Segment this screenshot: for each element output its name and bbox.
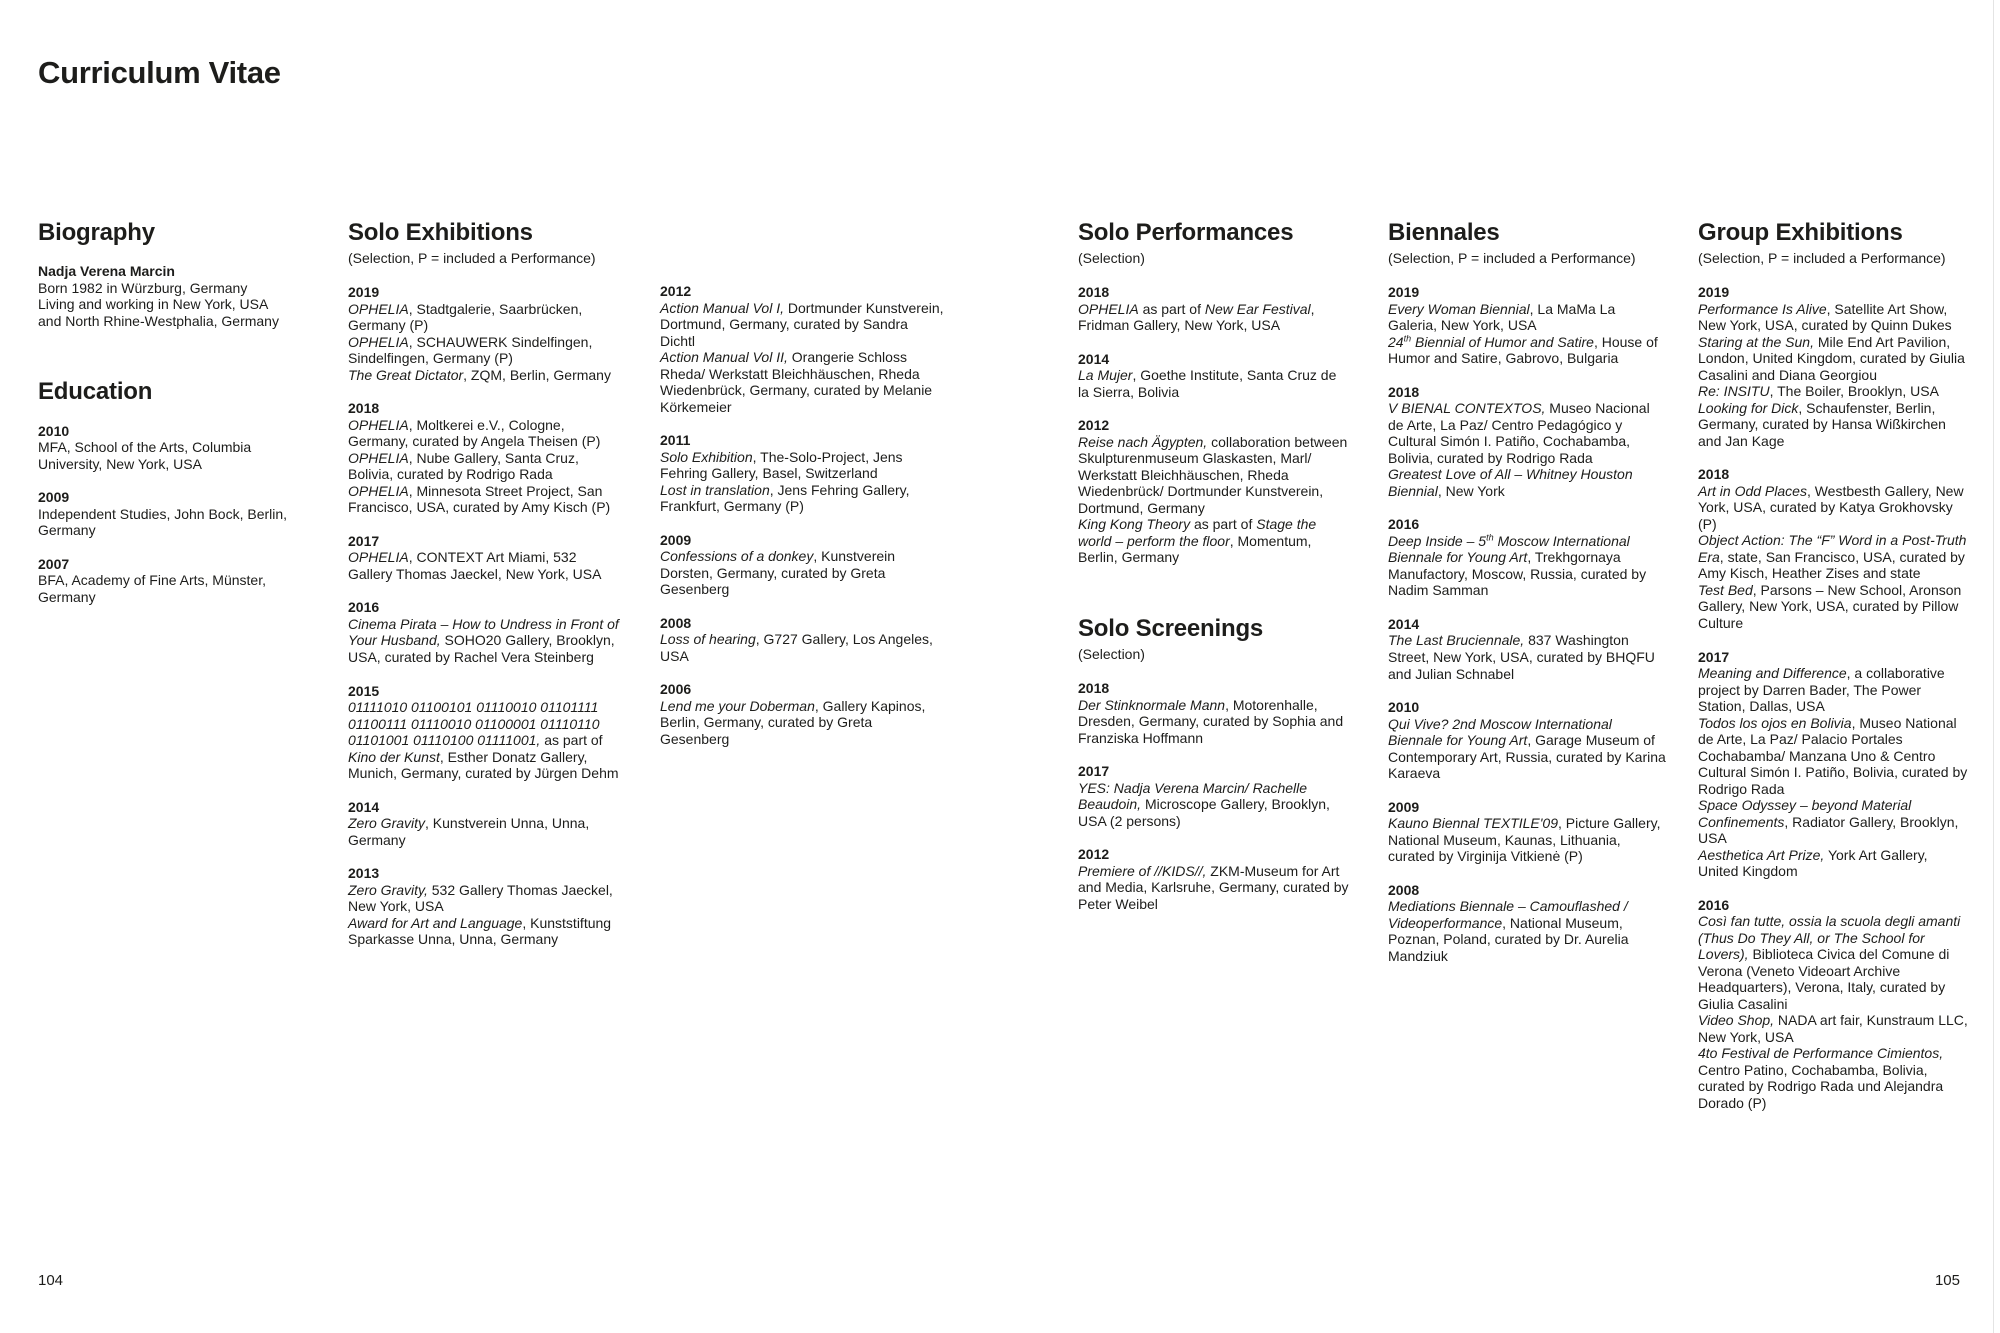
- entry-text-segment: Performance Is Alive: [1698, 300, 1827, 317]
- entry-text-segment: MFA, School of the Arts, Columbia University, New York, USA: [38, 439, 252, 472]
- year-label: 2009: [38, 489, 70, 506]
- entry-text-segment: Kino der Kunst: [348, 748, 440, 765]
- year-group: [348, 284, 620, 383]
- cv-section: [1078, 220, 1350, 566]
- year-label: 2017: [1698, 648, 1730, 665]
- entry-text-segment: Museo Nacional de Arte, La Paz/ Centro Pedagógico y Cultural Simón I. Patiño, Cochabamba, Bolivia, curated by Rodrigo Rada: [1388, 400, 1650, 466]
- entry-text-segment: , G727 Gallery, Los Angeles, USA: [660, 631, 933, 664]
- page-edge-line: [1993, 0, 1994, 1333]
- cv-entry: [1078, 434, 1350, 517]
- entry-text-segment: Zero Gravity,: [348, 881, 428, 898]
- year-group: [1078, 846, 1350, 912]
- entry-text-segment: Der Stinknormale Mann: [1078, 696, 1226, 713]
- section-subheading: (Selection, P = included a Performance): [1698, 250, 1946, 267]
- entry-text-segment: Living and working in New York, USA: [38, 296, 269, 313]
- entry-text-segment: Reise nach Ägypten,: [1078, 433, 1208, 450]
- year-group: [38, 263, 306, 329]
- cv-section: [660, 283, 945, 747]
- year-group: [1388, 882, 1666, 965]
- entry-text-segment: Kauno Biennal TEXTILE'09: [1388, 815, 1559, 832]
- year-group: [660, 532, 945, 598]
- entry-text-segment: Biennial of Humor and Satire: [1411, 333, 1594, 350]
- entry-text-segment: Qui Vive? 2nd Moscow International Biennale for Young Art: [1388, 715, 1612, 749]
- cv-entry: [348, 483, 620, 516]
- cv-entry: [348, 450, 620, 483]
- entry-text-segment: , Picture Gallery, National Museum, Kaunas, Lithuania, curated by Virginija Vitkienė (P): [1388, 815, 1661, 865]
- cv-entry: [1698, 383, 1970, 400]
- year-label: 2008: [660, 614, 692, 631]
- entry-text-segment: , The-Solo-Project, Jens Fehring Gallery, Basel, Switzerland: [660, 448, 903, 482]
- year-group: [38, 556, 306, 606]
- year-label: 2011: [660, 432, 691, 449]
- cv-section: [38, 379, 306, 605]
- entry-text-segment: Lost in translation: [660, 481, 770, 498]
- entry-text-segment: SOHO20 Gallery, Brooklyn, USA, curated by Rachel Vera Steinberg: [348, 632, 615, 665]
- entry-text-segment: OPHELIA: [1078, 300, 1139, 317]
- entry-text-segment: Independent Studies, John Bock, Berlin, Germany: [38, 505, 288, 539]
- entry-text-segment: Action Manual Vol II,: [660, 349, 788, 366]
- entry-text-segment: , Jens Fehring Gallery, Frankfurt, Germany (P): [660, 481, 910, 515]
- cv-entry: [38, 506, 306, 539]
- year-label: 2016: [1698, 896, 1730, 913]
- entry-text-segment: Cinema Pirata – How to Undress in Front of Your Husband,: [348, 615, 619, 649]
- entry-text-segment: BFA, Academy of Fine Arts, Münster, Germany: [38, 572, 266, 605]
- entry-text-segment: , SCHAUWERK Sindelfingen, Sindelfingen, Germany (P): [348, 333, 593, 367]
- entry-text-segment: Every Woman Biennial: [1388, 300, 1530, 317]
- cv-entry: [1078, 301, 1350, 334]
- year-label: 2019: [348, 284, 380, 301]
- cv-section: [1388, 220, 1666, 964]
- entry-text-segment: , Nube Gallery, Santa Cruz, Bolivia, curated by Rodrigo Rada: [348, 449, 579, 483]
- entry-text-segment: , Radiator Gallery, Brooklyn, USA: [1698, 813, 1959, 847]
- cv-section: [38, 220, 306, 329]
- entry-text-segment: Così fan tutte, ossia la scuola degli amanti (Thus Do They All, or The School for Lovers),: [1698, 913, 1961, 963]
- entry-text-segment: , Kunstverein Dorsten, Germany, curated by Greta Gesenberg: [660, 548, 896, 598]
- entry-text-segment: Confessions of a donkey: [660, 548, 814, 565]
- entry-text-segment: , Schaufenster, Berlin, Germany, curated by Hansa Wißkirchen and Jan Kage: [1698, 399, 1946, 449]
- year-label: 2019: [1388, 284, 1420, 301]
- cv-entry: [1698, 532, 1970, 582]
- entry-text-segment: , La MaMa La Galeria, New York, USA: [1388, 300, 1616, 334]
- year-group: [1388, 284, 1666, 367]
- entry-text-segment: Deep Inside – 5: [1388, 532, 1487, 549]
- year-label: 2017: [1078, 763, 1110, 780]
- column-solo-exhibitions-2: [660, 283, 945, 747]
- column-group-exhibitions: [1698, 220, 1970, 1111]
- year-label: 2014: [1078, 350, 1110, 367]
- year-label: 2007: [38, 555, 70, 572]
- entry-text-segment: OPHELIA: [348, 416, 409, 433]
- entry-text-segment: , Momentum, Berlin, Germany: [1078, 532, 1312, 566]
- cv-entry: [348, 616, 620, 666]
- entry-text-segment: collaboration between Skulpturenmuseum Glaskasten, Marl/ Werkstatt Bleichhäuschen, Rheda Wiedenbrück/ Dortmunder Kunstverein, Dortmund, Germany: [1078, 433, 1348, 516]
- year-group: [1388, 799, 1666, 865]
- entry-text-segment: Mediations Biennale – Camouflashed / Videoperformance: [1388, 898, 1628, 931]
- entry-text-segment: , Motorenhalle, Dresden, Germany, curated by Sophia and Franziska Hoffmann: [1078, 696, 1344, 746]
- section-heading: Solo Exhibitions: [348, 219, 533, 246]
- entry-text-segment: as part of: [1190, 516, 1257, 533]
- cv-entry: [1078, 367, 1350, 400]
- entry-text-segment: , Satellite Art Show, New York, USA, curated by Quinn Dukes: [1698, 300, 1952, 334]
- year-label: 2015: [348, 682, 380, 699]
- entry-text-segment: and North Rhine-Westphalia, Germany: [38, 312, 279, 329]
- year-label: 2018: [348, 400, 380, 417]
- year-group: [1388, 516, 1666, 599]
- cv-entry: [348, 882, 620, 915]
- year-group: [348, 533, 620, 583]
- cv-entry: [1388, 815, 1666, 865]
- cv-entry: [1388, 716, 1666, 782]
- section-subheading: (Selection): [1078, 250, 1145, 267]
- cv-entry: [1078, 780, 1350, 830]
- entry-text-segment: , Trekhgornaya Manufactory, Moscow, Russia, curated by Nadim Samman: [1388, 549, 1647, 599]
- section-heading: Solo Screenings: [1078, 614, 1264, 642]
- entry-text-segment: OPHELIA: [348, 449, 409, 466]
- cv-entry: [1698, 483, 1970, 533]
- entry-text-segment: , Westbesth Gallery, New York, USA, curated by Katya Grokhovsky (P): [1698, 482, 1964, 532]
- year-group: [1078, 680, 1350, 746]
- cv-entry: [1698, 847, 1970, 880]
- cv-entry: [1388, 400, 1666, 466]
- entry-text-segment: OPHELIA: [348, 549, 409, 566]
- entry-text-segment: 4to Festival de Performance Cimientos,: [1698, 1045, 1944, 1062]
- cv-entry: [1698, 582, 1970, 632]
- entry-text-segment: , Moltkerei e.V., Cologne, Germany, curated by Angela Theisen (P): [348, 416, 601, 450]
- year-group: [1078, 763, 1350, 829]
- entry-text-segment: York Art Gallery, United Kingdom: [1698, 846, 1928, 880]
- cv-entry: [1078, 863, 1350, 913]
- year-label: 2012: [1078, 846, 1110, 863]
- entry-text-segment: Video Shop,: [1698, 1012, 1775, 1029]
- entry-text-segment: YES: Nadja Verena Marcin/ Rachelle Beaudoin,: [1078, 779, 1308, 813]
- cv-entry: [1388, 898, 1666, 964]
- section-heading: Biography: [38, 219, 155, 246]
- entry-text-segment: , Kunstverein Unna, Unna, Germany: [348, 815, 590, 848]
- entry-text-segment: , New York: [1437, 482, 1505, 499]
- cv-entry: [1388, 466, 1666, 499]
- year-label: 2016: [348, 599, 380, 616]
- cv-entry: [1388, 301, 1666, 334]
- cv-section: [1698, 220, 1970, 1111]
- page-title: Curriculum Vitae: [38, 55, 281, 90]
- cv-entry: [660, 548, 945, 598]
- entry-text-segment: Looking for Dick: [1698, 399, 1799, 416]
- cv-entry: [1698, 1012, 1970, 1045]
- section-heading: Education: [38, 378, 153, 406]
- entry-text-segment: ZKM-Museum for Art and Media, Karlsruhe, Germany, curated by Peter Weibel: [1078, 862, 1349, 912]
- entry-text-segment: V BIENAL CONTEXTOS,: [1388, 400, 1546, 417]
- section-subheading: (Selection): [1078, 646, 1145, 663]
- entry-text-segment: , state, San Francisco, USA, curated by Amy Kisch, Heather Zises and state: [1698, 548, 1965, 582]
- entry-text-segment: Loss of hearing: [660, 631, 756, 648]
- cv-section: [1078, 616, 1350, 912]
- cv-entry: [348, 815, 620, 848]
- cv-entry: [1698, 1045, 1970, 1111]
- section-heading: Biennales: [1388, 219, 1500, 246]
- page-number-right: 105: [1934, 1272, 1960, 1289]
- cv-entry: [348, 417, 620, 450]
- cv-entry: [1388, 632, 1666, 682]
- section-heading: Group Exhibitions: [1698, 219, 1903, 246]
- cv-entry: [1698, 665, 1970, 715]
- entry-text-segment: NADA art fair, Kunstraum LLC, New York, USA: [1698, 1012, 1968, 1045]
- entry-text-segment: Centro Patino, Cochabamba, Bolivia, curated by Rodrigo Rada und Alejandra Dorado (P): [1698, 1061, 1944, 1111]
- entry-text-segment: Dortmunder Kunstverein, Dortmund, Germany, curated by Sandra Dichtl: [660, 299, 944, 349]
- cv-entry: [660, 482, 945, 515]
- entry-text-segment: The Great Dictator: [348, 366, 464, 383]
- entry-text-segment: Todos los ojos en Bolivia: [1698, 714, 1852, 731]
- cv-entry: [660, 631, 945, 664]
- cv-entry: [660, 449, 945, 482]
- entry-text-segment: Staring at the Sun,: [1698, 333, 1814, 350]
- year-label: 2019: [1698, 284, 1730, 301]
- year-label: 2010: [1388, 699, 1420, 716]
- entry-text-segment: Moscow International Biennale for Young Art: [1388, 532, 1630, 566]
- entry-text-segment: , Minnesota Street Project, San Francisco, USA, curated by Amy Kisch (P): [348, 482, 611, 516]
- year-group: [1388, 699, 1666, 782]
- entry-text-segment: Award for Art and Language: [348, 914, 523, 931]
- cv-entry: [1078, 516, 1350, 566]
- entry-text-segment: Greatest Love of All – Whitney Houston Biennial: [1388, 466, 1633, 499]
- column-solo-exhibitions-1: [348, 220, 620, 948]
- entry-text-segment: 532 Gallery Thomas Jaeckel, New York, USA: [348, 881, 613, 915]
- entry-text-segment: New Ear Festival: [1204, 300, 1311, 317]
- entry-text-segment: , a collaborative project by Darren Bader, The Power Station, Dallas, USA: [1698, 665, 1945, 715]
- column-biennales: [1388, 220, 1666, 964]
- year-group: [1078, 351, 1350, 401]
- entry-text-segment: OPHELIA: [348, 333, 409, 350]
- entry-text-segment: , House of Humor and Satire, Gabrovo, Bulgaria: [1388, 333, 1658, 367]
- cv-entry: [348, 334, 620, 367]
- year-label: 2014: [1388, 615, 1420, 632]
- year-group: [38, 423, 306, 473]
- entry-text-segment: OPHELIA: [348, 300, 409, 317]
- year-group: [1698, 284, 1970, 449]
- year-label: 2008: [1388, 881, 1420, 898]
- entry-text-segment: as part of: [540, 732, 603, 749]
- entry-text-segment: , CONTEXT Art Miami, 532 Gallery Thomas Jaeckel, New York, USA: [348, 549, 602, 582]
- cv-entry: [1698, 400, 1970, 450]
- entry-text-segment: Zero Gravity: [348, 815, 426, 832]
- entry-text-segment: Aesthetica Art Prize,: [1698, 846, 1825, 863]
- entry-text-segment: The Last Bruciennale,: [1388, 632, 1525, 649]
- year-label: 2013: [348, 865, 380, 882]
- entry-text-segment: , Fridman Gallery, New York, USA: [1078, 300, 1315, 334]
- year-label: 2016: [1388, 516, 1420, 533]
- column-solo-performances-screenings: [1078, 220, 1350, 912]
- entry-text-segment: th: [1486, 532, 1494, 543]
- cv-entry: [1388, 334, 1666, 367]
- year-label: 2006: [660, 681, 692, 698]
- year-group: [1078, 417, 1350, 566]
- entry-text-segment: , Stadtgalerie, Saarbrücken, Germany (P): [348, 300, 583, 334]
- entry-text-segment: Premiere of //KIDS//,: [1078, 862, 1207, 879]
- year-group: [660, 681, 945, 747]
- entry-text-segment: , ZQM, Berlin, Germany: [463, 366, 611, 383]
- year-group: [348, 599, 620, 665]
- cv-entry: [38, 263, 306, 280]
- year-label: 2012: [660, 283, 692, 299]
- cv-entry: [38, 572, 306, 605]
- cv-entry: [1698, 301, 1970, 334]
- cv-entry: [38, 296, 306, 313]
- year-label: 2009: [660, 531, 692, 548]
- entry-text-segment: King Kong Theory: [1078, 516, 1191, 533]
- entry-text-segment: La Mujer: [1078, 367, 1133, 384]
- cv-entry: [1698, 334, 1970, 384]
- entry-text-segment: 837 Washington Street, New York, USA, curated by BHQFU and Julian Schnabel: [1388, 632, 1655, 682]
- entry-text-segment: Nadja Verena Marcin: [38, 263, 175, 280]
- year-label: 2014: [348, 798, 380, 815]
- year-group: [348, 400, 620, 516]
- entry-text-segment: 24: [1388, 333, 1404, 350]
- entry-text-segment: Microscope Gallery, Brooklyn, USA (2 persons): [1078, 796, 1330, 829]
- entry-text-segment: 01111010 01100101 01110010 01101111 01100111 01110010 01100001 01110110 01101001 01110100 01111001,: [348, 699, 600, 749]
- cv-entry: [1078, 697, 1350, 747]
- entry-text-segment: th: [1403, 333, 1412, 344]
- cv-entry: [348, 915, 620, 948]
- entry-text-segment: Mile End Art Pavilion, London, United Kingdom, curated by Giulia Casalini and Diana Georgiou: [1698, 333, 1965, 383]
- cv-entry: [660, 349, 945, 415]
- entry-text-segment: Object Action: The “F” Word in a Post-Truth Era: [1698, 532, 1967, 565]
- year-label: 2012: [1078, 417, 1110, 434]
- year-group: [660, 432, 945, 515]
- cv-entry: [1388, 533, 1666, 599]
- year-label: 2018: [1078, 680, 1110, 697]
- entry-text-segment: Meaning and Difference: [1698, 665, 1847, 682]
- column-biography-education: [38, 220, 306, 605]
- entry-text-segment: Stage the world – perform the floor: [1078, 516, 1317, 549]
- year-group: [1698, 897, 1970, 1112]
- year-group: [1078, 284, 1350, 334]
- year-label: 2018: [1388, 383, 1420, 400]
- cv-entry: [1698, 797, 1970, 847]
- year-label: 2017: [348, 532, 380, 549]
- entry-text-segment: Lend me your Doberman: [660, 697, 815, 714]
- section-subheading: (Selection, P = included a Performance): [348, 250, 596, 267]
- cv-entry: [1698, 715, 1970, 798]
- entry-text-segment: Test Bed: [1698, 581, 1753, 598]
- year-group: [1388, 616, 1666, 682]
- entry-text-segment: , Esther Donatz Gallery, Munich, Germany, curated by Jürgen Dehm: [348, 748, 619, 782]
- entry-text-segment: Orangerie Schloss Rheda/ Werkstatt Bleichhäuschen, Rheda Wiedenbrück, Germany, curated by Melanie Körkemeier: [660, 349, 933, 415]
- entry-text-segment: , The Boiler, Brooklyn, USA: [1769, 383, 1939, 400]
- section-heading: Solo Performances: [1078, 219, 1294, 246]
- entry-text-segment: Solo Exhibition: [660, 448, 753, 465]
- cv-entry: [38, 280, 306, 297]
- year-group: [1698, 466, 1970, 631]
- entry-text-segment: , Goethe Institute, Santa Cruz de la Sierra, Bolivia: [1078, 367, 1337, 400]
- year-label: 2010: [38, 422, 70, 439]
- cv-entry: [38, 313, 306, 330]
- entry-text-segment: , National Museum, Poznan, Poland, curated by Dr. Aurelia Mandziuk: [1388, 914, 1629, 964]
- year-group: [1698, 649, 1970, 880]
- entry-text-segment: Action Manual Vol I,: [660, 299, 784, 316]
- entry-text-segment: Re: INSITU: [1698, 383, 1770, 400]
- entry-text-segment: , Museo National de Arte, La Paz/ Palacio Portales Cochabamba/ Manzana Uno & Centro Cultural Simón I. Patiño, Bolivia, curated by Rodrigo Rada: [1698, 714, 1968, 797]
- cv-entry: [348, 301, 620, 334]
- entry-text-segment: , Garage Museum of Contemporary Art, Russia, curated by Karina Karaeva: [1388, 732, 1666, 782]
- section-subheading: (Selection, P = included a Performance): [1388, 250, 1636, 267]
- year-group: [348, 865, 620, 948]
- year-group: [1388, 384, 1666, 500]
- entry-text-segment: Born 1982 in Würzburg, Germany: [38, 279, 248, 296]
- cv-entry: [348, 699, 620, 782]
- year-group: [660, 615, 945, 665]
- year-label: 2018: [1078, 284, 1110, 301]
- entry-text-segment: Biblioteca Civica del Comune di Verona (Veneto Videoart Archive Headquarters), Verona, Italy, curated by Giulia Casalini: [1698, 946, 1950, 1012]
- year-label: 2018: [1698, 466, 1730, 483]
- entry-text-segment: Space Odyssey – beyond Material Confinements: [1698, 797, 1912, 830]
- entry-text-segment: OPHELIA: [348, 482, 409, 499]
- year-group: [348, 683, 620, 782]
- year-group: [38, 489, 306, 539]
- page-number-left: 104: [38, 1272, 64, 1289]
- year-group: [660, 283, 945, 415]
- cv-entry: [660, 300, 945, 350]
- cv-entry: [660, 698, 945, 748]
- cv-entry: [1698, 913, 1970, 1012]
- entry-text-segment: , Parsons – New School, Aronson Gallery, New York, USA, curated by Pillow Culture: [1698, 581, 1962, 631]
- entry-text-segment: , Kunststiftung Sparkasse Unna, Unna, Germany: [348, 914, 612, 948]
- entry-text-segment: Art in Odd Places: [1698, 482, 1807, 499]
- cv-section: [348, 220, 620, 948]
- entry-text-segment: , Gallery Kapinos, Berlin, Germany, curated by Greta Gesenberg: [660, 697, 926, 747]
- year-group: [348, 799, 620, 849]
- year-label: 2009: [1388, 798, 1420, 815]
- cv-entry: [348, 367, 620, 384]
- cv-entry: [38, 439, 306, 472]
- entry-text-segment: as part of: [1138, 300, 1205, 317]
- cv-entry: [348, 549, 620, 582]
